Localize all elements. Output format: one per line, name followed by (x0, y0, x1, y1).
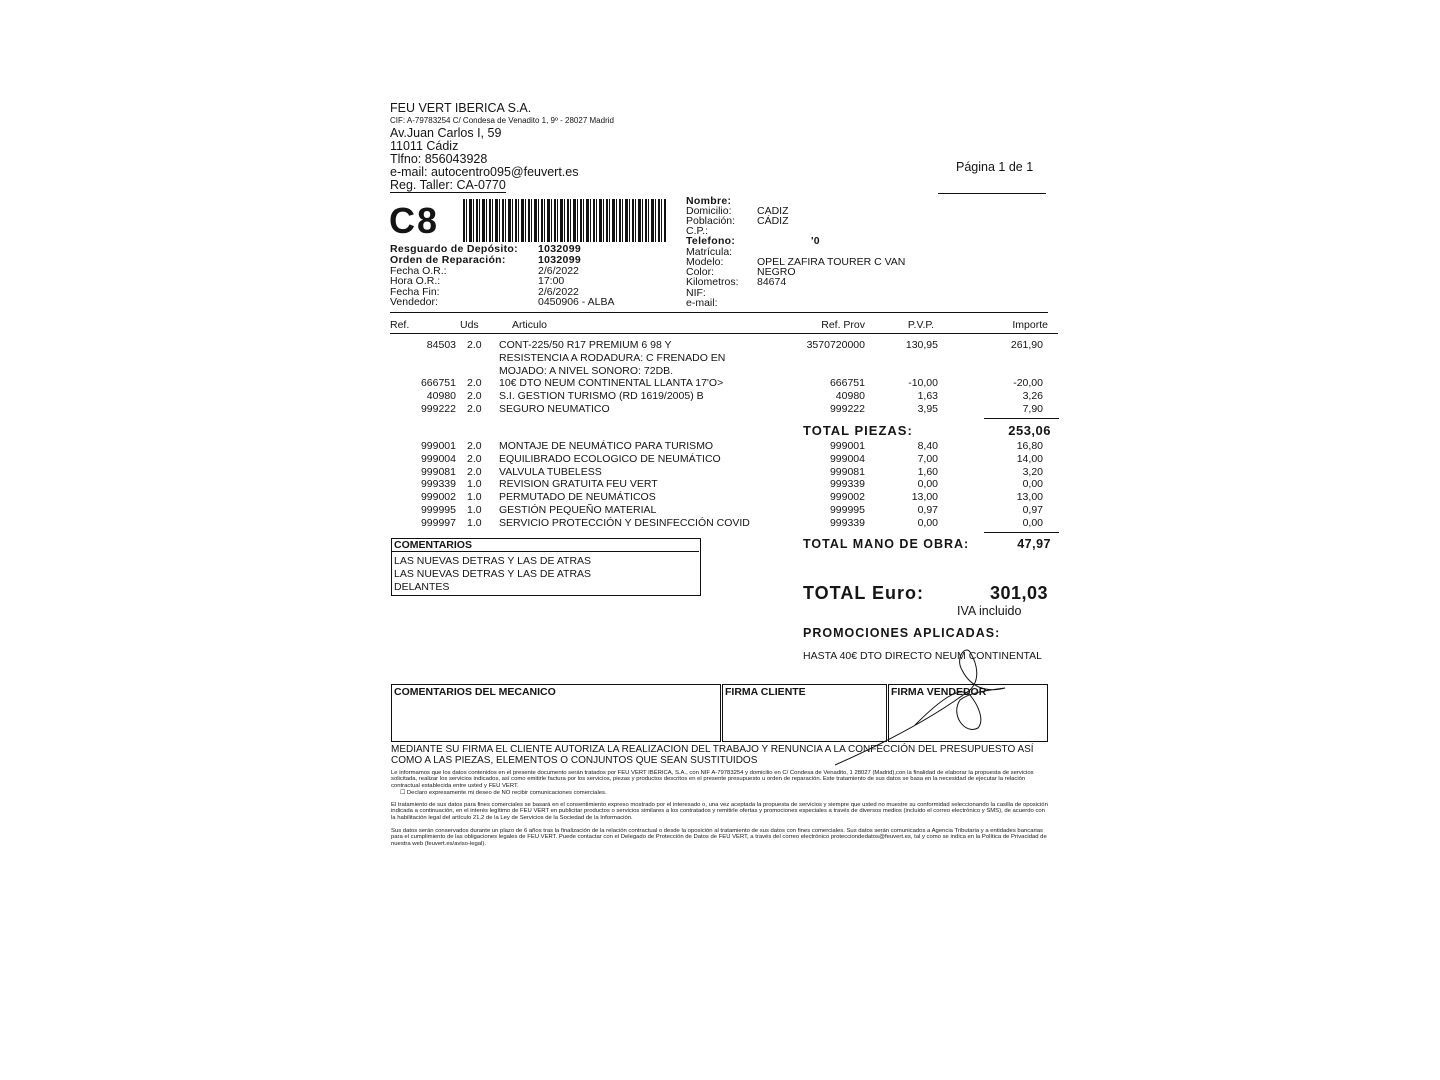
table-header (390, 319, 1060, 332)
cell-article: S.I. GESTION TURISMO (RD 1619/2005) B (499, 390, 704, 403)
company-phone: Tlfno: 856043928 (390, 152, 488, 166)
page-rule (938, 193, 1046, 194)
customer-plate-label: Matrícula: (686, 246, 733, 258)
header-pvp: P.V.P. (907, 319, 934, 331)
header-uds: Uds (460, 319, 479, 331)
cell-ref: 40980 (426, 390, 456, 403)
table-row (390, 339, 1060, 352)
cell-article: MOJADO: A NIVEL SONORO: 72DB. (499, 364, 674, 377)
cell-article: CONT-225/50 R17 PREMIUM 6 98 Y (499, 339, 672, 351)
table-row (390, 390, 1060, 403)
legal-paragraph-2: El tratamiento de sus datos para fines comerciales se basará en el consentimiento expreso mostrado por el interesado o, una vez aceptada la propuesta de servicios y siempre que usted no muestre su conformidad seleccionando la casilla de oposición indicada a continuación, en el interés legítimo de FEU VERT en publicitar productos o servicios similares a los contratados y remitirle ofertas y promociones especiales a través de diversos medios (incluido el correo electrónico y SMS), de acuerdo con la habilitación legal del artículo 21.2 de la Ley de Servicios de la Sociedad de la Información. (391, 802, 1048, 821)
cell-pvp: 3,95 (917, 403, 938, 415)
cell-ref: 999222 (420, 403, 456, 415)
cell-uds: 1.0 (467, 504, 482, 516)
cell-pvp: 0,00 (917, 478, 938, 491)
cell-pvp: 0,00 (917, 516, 938, 529)
cell-importe: 14,00 (1016, 452, 1043, 465)
end-label: Fecha Fin: (390, 286, 440, 298)
time-label: Hora O.R.: (390, 275, 441, 287)
table-row (390, 403, 1060, 416)
header-art: Articulo (512, 319, 548, 331)
table-row (390, 377, 1060, 390)
comments-line-2: LAS NUEVAS DETRAS Y LAS DE ATRAS (394, 568, 592, 580)
labor-total-label: TOTAL MANO DE OBRA: (803, 537, 970, 551)
comments-title-rule (392, 551, 699, 552)
barcode-image (463, 199, 666, 242)
mechanic-comments-title: COMENTARIOS DEL MECANICO (394, 686, 556, 698)
cell-ref: 999002 (420, 491, 456, 504)
cell-ref: 999081 (420, 465, 456, 478)
company-email: e-mail: autocentro095@feuvert.es (390, 165, 579, 179)
customer-address-value: CADIZ (757, 205, 789, 217)
deposit-label: Resguardo de Depósito: (390, 243, 518, 255)
cell-importe: 3,26 (1022, 390, 1043, 403)
header-imp: Importe (1012, 319, 1048, 331)
time-value: 17:00 (538, 275, 565, 287)
cell-importe: 7,90 (1022, 403, 1043, 415)
page-number: Página 1 de 1 (956, 160, 1034, 174)
company-name: FEU VERT IBERICA S.A. (390, 101, 532, 115)
cell-uds: 2.0 (467, 390, 482, 403)
total-label: TOTAL Euro: (803, 583, 924, 603)
customer-town-label: Población: (686, 215, 736, 227)
cell-article: PERMUTADO DE NEUMÁTICOS (499, 491, 656, 504)
company-cif: CIF: A-79783254 C/ Condesa de Venadito 1, 9º - 28027 Madrid (390, 116, 614, 125)
cell-pvp: -10,00 (908, 377, 938, 390)
labor-total-value: 47,97 (1017, 537, 1051, 551)
iva-label: IVA incluido (957, 604, 1022, 618)
cell-article: SEGURO NEUMATICO (499, 403, 610, 415)
legal-paragraph-1: Le informamos que los datos contenidos en el presente documento serán tratados por FEU VERT IBÉRICA, S.A., con NIF A-79783254 y domicilio en C/ Condesa de Venadito, 1 28027 (Madrid),con la finalidad de elaborar la propuesta de servicios solicitada, realizar los servicios indicados, así como emitirle factura por los servicios, piezas y productos descritos en el presente presupuesto u orden de reparación. Este tratamiento de sus datos se basa en la necesidad de ejecutar la relación contractual establecida entre usted y FEU VERT. (391, 770, 1034, 789)
cell-ref: 999339 (420, 478, 456, 491)
seller-signature-title: FIRMA VENDEDOR (891, 686, 987, 698)
deposit-value: 1032099 (538, 243, 581, 255)
cell-ref: 666751 (420, 377, 456, 390)
seller-label: Vendedor: (390, 296, 438, 308)
cell-ref-prov: 999222 (829, 403, 865, 415)
cell-article: REVISION GRATUITA FEU VERT (499, 478, 658, 491)
cell-pvp: 130,95 (905, 339, 938, 351)
cell-article: EQUILIBRADO ECOLOGICO DE NEUMÁTICO (499, 452, 721, 465)
customer-email-label: e-mail: (686, 297, 718, 309)
repair-label: Orden de Reparación: (390, 254, 506, 266)
table-row (390, 478, 1060, 491)
repair-value: 1032099 (538, 254, 581, 266)
cell-ref-prov: 40980 (835, 390, 865, 403)
promo-title: PROMOCIONES APLICADAS: (803, 626, 1001, 640)
client-signature-title: FIRMA CLIENTE (725, 686, 806, 698)
cell-uds: 1.0 (467, 491, 482, 504)
cell-ref: 999997 (420, 516, 456, 529)
customer-km-label: Kilometros: (686, 276, 739, 288)
cell-ref: 999001 (420, 440, 456, 452)
customer-nif-label: NIF: (686, 287, 706, 299)
authorization-text: MEDIANTE SU FIRMA EL CLIENTE AUTORIZA LA REALIZACION DEL TRABAJO Y RENUNCIA A LA CONFECCIÓN DEL PRESUPUESTO ASÍ COMO A LAS PIEZAS, ELEMENTOS O CONJUNTOS QUE SEAN SUSTITUIDOS (391, 744, 1034, 766)
cell-uds: 1.0 (467, 478, 482, 491)
promo-line: HASTA 40€ DTO DIRECTO NEUM CONTINENTAL (803, 650, 1043, 662)
table-row (390, 466, 1060, 479)
company-reg: Reg. Taller: CA-0770 (390, 178, 506, 192)
customer-name-label: Nombre: (686, 195, 732, 207)
cell-ref-prov: 999339 (829, 516, 865, 529)
parts-total-rule (984, 418, 1059, 419)
header-ref: Ref. (390, 319, 410, 331)
cell-importe: 0,00 (1022, 478, 1043, 491)
cell-importe: -20,00 (1013, 377, 1043, 390)
table-row (390, 352, 1060, 365)
cell-uds: 1.0 (467, 516, 482, 529)
mechanic-comments-box (391, 684, 721, 742)
cell-uds: 2.0 (467, 403, 482, 415)
cell-importe: 16,80 (1016, 440, 1043, 452)
cell-uds: 2.0 (467, 452, 482, 465)
cell-article: MONTAJE DE NEUMÁTICO PARA TURISMO (499, 440, 714, 452)
cell-ref-prov: 999002 (829, 491, 865, 504)
cell-pvp: 1,60 (917, 465, 938, 478)
seller-value: 0450906 - ALBA (538, 296, 615, 308)
cell-ref-prov: 999001 (829, 440, 865, 452)
legal-paragraph-3: Sus datos serán conservados durante un plazo de 6 años tras la finalización de la relación contractual o desde la oposición al tratamiento de sus datos con fines comerciales. Sus datos serán comunicados a Agencia Tributaria y a entidades bancarias para el cumplimiento de las obligaciones legales de FEU VERT. Puede contactar con el Delegado de Protección de Datos de FEU VERT, a través del correo electrónico protecciondedatos@feuvert.es, tal y como se indica en la Política de Privacidad de nuestra web (feuvert.es/aviso-legal). (391, 828, 1047, 847)
cell-article: 10€ DTO NEUM CONTINENTAL LLANTA 17'O> (499, 377, 724, 390)
cell-ref: 84503 (426, 339, 456, 351)
cell-pvp: 0,97 (917, 504, 938, 516)
cell-article: GESTIÓN PEQUEÑO MATERIAL (499, 504, 657, 516)
table-row (390, 365, 1060, 378)
cell-uds: 2.0 (467, 339, 482, 351)
table-row (390, 491, 1060, 504)
cell-ref-prov: 999339 (829, 478, 865, 491)
customer-phone-value: '0 (811, 235, 820, 247)
cell-importe: 0,00 (1022, 516, 1043, 529)
cell-ref-prov: 666751 (829, 377, 865, 390)
comments-line-3: DELANTES (394, 581, 450, 593)
table-header-rule (390, 333, 1058, 334)
company-address: Av.Juan Carlos I, 59 (390, 126, 502, 140)
total-value: 301,03 (989, 583, 1048, 603)
cell-pvp: 1,63 (917, 390, 938, 403)
header-rule (390, 312, 1048, 313)
customer-color-value: NEGRO (757, 266, 796, 278)
end-value: 2/6/2022 (538, 286, 579, 298)
table-row (390, 517, 1060, 530)
customer-model-value: OPEL ZAFIRA TOURER C VAN (757, 256, 906, 268)
cell-ref: 999995 (420, 504, 456, 516)
customer-color-label: Color: (686, 266, 715, 278)
labor-total-rule (984, 532, 1059, 533)
order-code: C8 (389, 200, 440, 241)
cell-pvp: 13,00 (911, 491, 938, 504)
table-row (390, 453, 1060, 466)
customer-address-label: Domicilio: (686, 205, 732, 217)
cell-importe: 13,00 (1016, 491, 1043, 504)
cell-article: VALVULA TUBELESS (499, 465, 602, 478)
cell-ref-prov: 3570720000 (806, 339, 865, 351)
cell-importe: 0,97 (1022, 504, 1043, 516)
comments-line-1: LAS NUEVAS DETRAS Y LAS DE ATRAS (394, 555, 592, 567)
cell-importe: 261,90 (1010, 339, 1043, 351)
customer-town-value: CÁDIZ (757, 215, 789, 227)
cell-article: SERVICIO PROTECCIÓN Y DESINFECCIÓN COVID (499, 516, 750, 529)
customer-model-label: Modelo: (686, 256, 724, 268)
parts-total-label: TOTAL PIEZAS: (803, 423, 913, 438)
cell-ref: 999004 (420, 452, 456, 465)
customer-km-value: 84674 (757, 276, 787, 288)
cell-article: RESISTENCIA A RODADURA: C FRENADO EN (499, 351, 726, 364)
comments-title: COMENTARIOS (394, 539, 472, 551)
date-value: 2/6/2022 (538, 265, 579, 277)
company-city: 11011 Cádiz (390, 139, 459, 153)
cell-uds: 2.0 (467, 440, 482, 452)
cell-ref-prov: 999081 (829, 465, 865, 478)
customer-phone-label: Telefono: (686, 235, 736, 247)
cell-pvp: 8,40 (917, 440, 938, 452)
cell-ref-prov: 999004 (829, 452, 865, 465)
cell-ref-prov: 999995 (829, 504, 865, 516)
date-label: Fecha O.R.: (390, 265, 447, 277)
cell-uds: 2.0 (467, 465, 482, 478)
cell-pvp: 7,00 (917, 452, 938, 465)
table-row (390, 440, 1060, 453)
cell-importe: 3,20 (1022, 465, 1043, 478)
customer-cp-label: C.P.: (686, 225, 708, 237)
header-prov: Ref. Prov (821, 319, 865, 331)
comments-box (391, 538, 701, 596)
cell-uds: 2.0 (467, 377, 482, 390)
parts-total-value: 253,06 (1008, 423, 1051, 438)
legal-optout: ☐ Declaro expresamente mi deseo de NO recibir comunicaciones comerciales. (400, 790, 607, 796)
table-row (390, 504, 1060, 517)
